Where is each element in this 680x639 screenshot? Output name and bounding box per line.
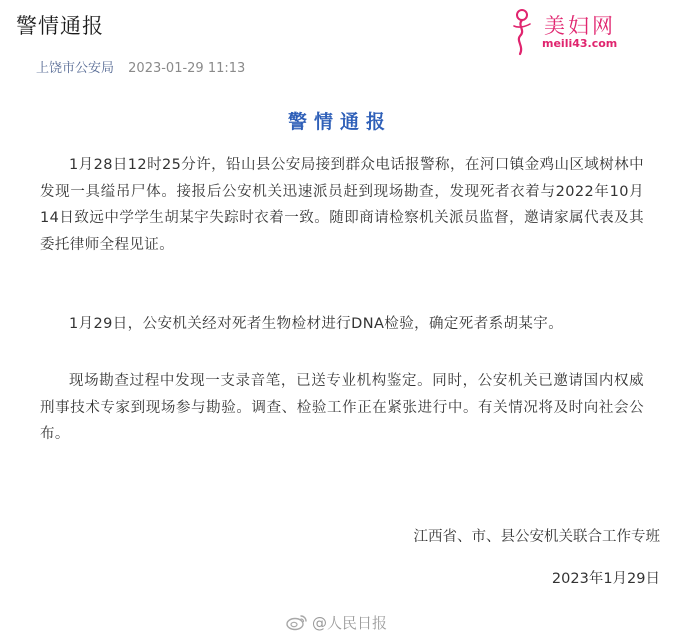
paragraph-2: 1月29日，公安机关经对死者生物检材进行DNA检验，确定死者系胡某宇。 xyxy=(69,316,564,332)
paragraph-3: 现场勘查过程中发现一支录音笔，已送专业机构鉴定。同时，公安机关已邀请国内权威刑事技术专家到现场参与勘验。调查、检验工作正在紧张进行中。有关情况将及时向社会公布。 xyxy=(40,373,644,442)
document-date: 2023年1月29日 xyxy=(551,571,660,587)
logo-url: meili43.com xyxy=(542,37,618,50)
watermark-text: @人民日报 xyxy=(312,613,388,632)
weibo-icon xyxy=(286,613,308,631)
article-meta xyxy=(36,57,245,76)
page-title: 警情通报 xyxy=(16,14,104,38)
weibo-watermark xyxy=(286,611,387,633)
logo-name: 美妇网 xyxy=(544,14,616,38)
woman-figure-icon xyxy=(508,8,538,56)
site-logo xyxy=(508,8,658,58)
signature: 江西省、市、县公安机关联合工作专班 xyxy=(413,529,660,545)
publish-time: 2023-01-29 11:13 xyxy=(128,61,246,76)
notice-heading: 警情通报 xyxy=(287,111,392,133)
paragraph-1: 1月28日12时25分许，铅山县公安局接到群众电话报警称，在河口镇金鸡山区域树林中发现一具缢吊尸体。接报后公安机关迅速派员赶到现场勘查，发现死者衣着与2022年10月14日致远中学学生胡某宇失踪时衣着一致。随即商请检察机关派员监督，邀请家属代表及其委托律师全程见证。 xyxy=(40,157,644,253)
source-account-link[interactable]: 上饶市公安局 xyxy=(36,61,115,76)
